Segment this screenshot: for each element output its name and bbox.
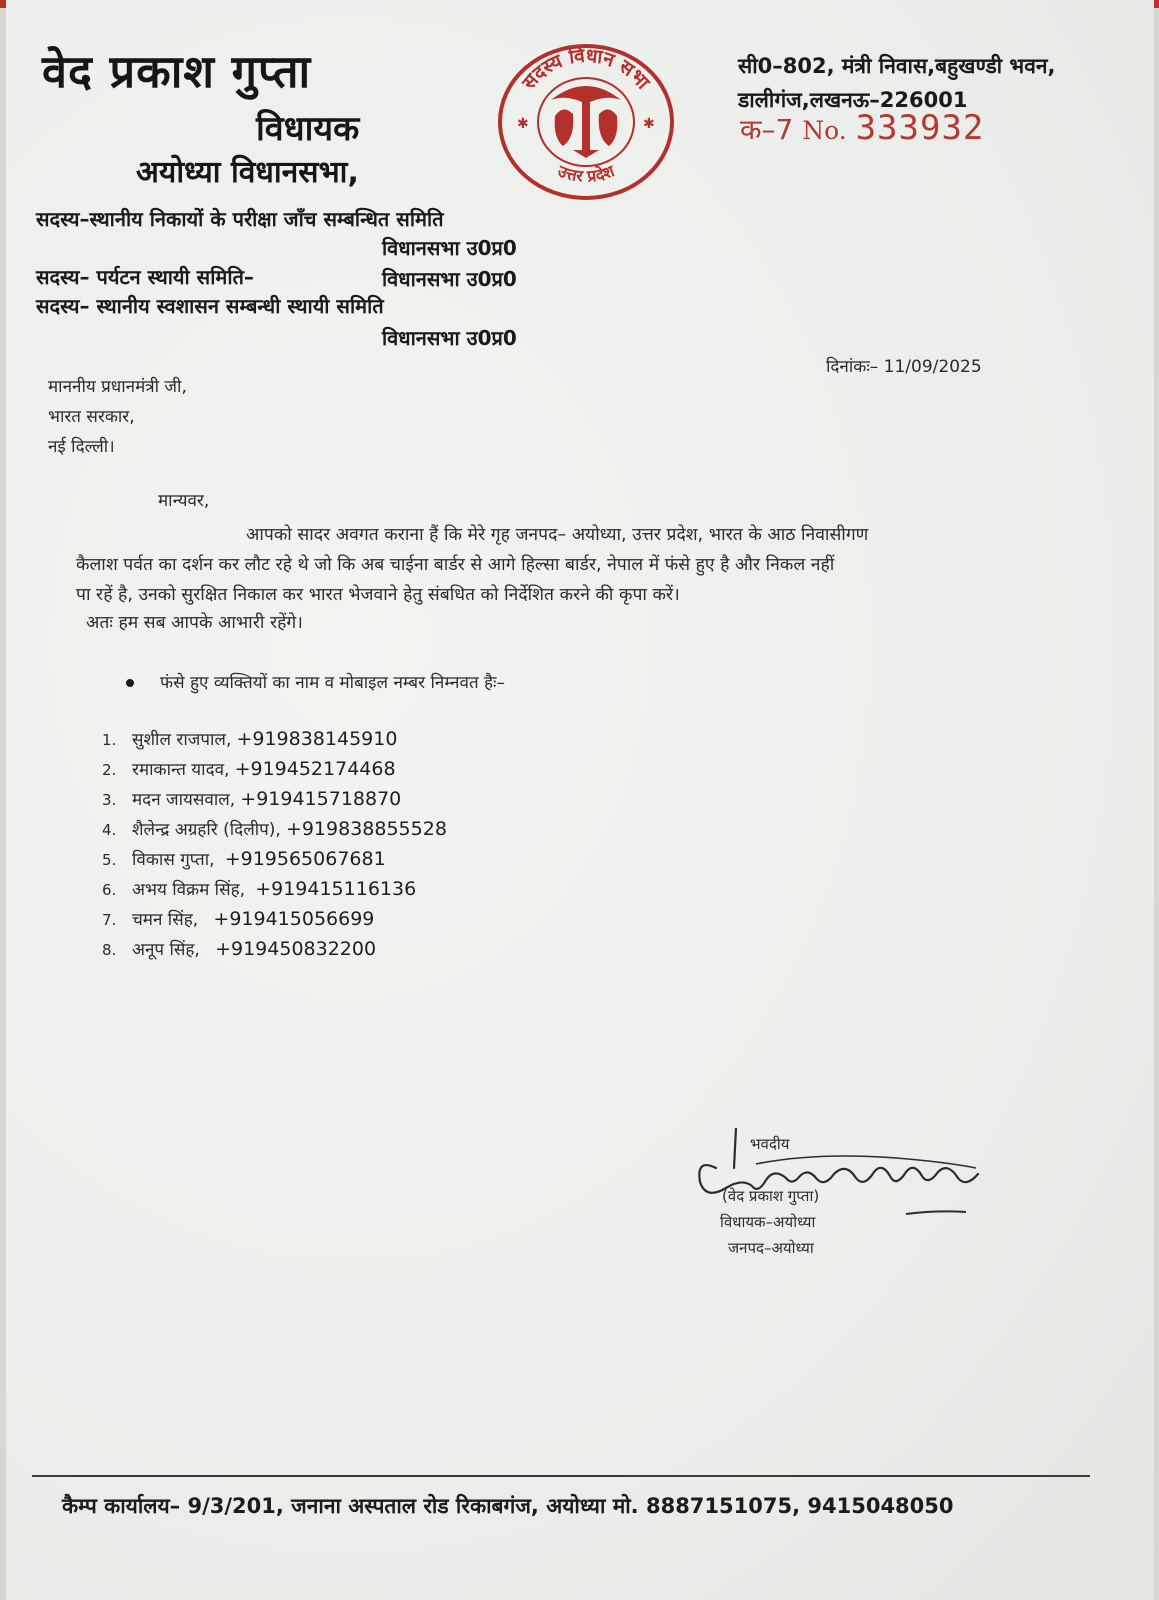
footer-divider: [32, 1475, 1090, 1477]
sender-name: वेद प्रकाश गुप्ता: [42, 45, 312, 98]
list-item: 5. विकास गुप्ता, +919565067681: [102, 848, 386, 870]
list-item: 3. मदन जायसवाल, +919415718870: [102, 788, 402, 810]
svg-text:उत्तर प्रदेश: [554, 161, 618, 186]
committee-suffix-3: विधानसभा उ0प्र0: [382, 326, 517, 350]
sender-designation: विधायक: [256, 109, 360, 149]
seal-top-text: सदस्य विधान सभा: [517, 44, 654, 94]
sender-constituency: अयोध्या विधानसभा,: [136, 155, 359, 190]
seal-bottom-text: उत्तर प्रदेश: [555, 161, 617, 186]
serial-no-label: No.: [802, 116, 847, 145]
recipient-line-2: भारत सरकार,: [48, 407, 135, 427]
committee-suffix-1: विधानसभा उ0प्र0: [382, 236, 517, 260]
letter-paper: [6, 0, 1154, 1600]
letter-date: दिनांकः– 11/09/2025: [826, 357, 982, 377]
signatory-name: (वेद प्रकाश गुप्ता): [722, 1187, 820, 1205]
list-item: 6. अभय विक्रम सिंह, +919415116136: [102, 878, 417, 900]
serial-number-block: [740, 108, 984, 148]
serial-number: 333932: [855, 108, 985, 148]
serial-prefix: क–7: [740, 113, 794, 146]
svg-text:✱: ✱: [643, 116, 655, 132]
body-line-3: पा रहें है, उनको सुरक्षित निकाल कर भारत भेजवाने हेतु संबधित को निर्देशित करने की कृपा करें।: [76, 585, 680, 605]
salutation: मान्यवर,: [158, 491, 210, 511]
list-heading: फंसे हुए व्यक्तियों का नाम व मोबाइल नम्बर निम्नवत हैः–: [126, 670, 505, 693]
bullet-icon: [126, 679, 134, 687]
committee-line-2: सदस्य– पर्यटन स्थायी समिति–: [36, 265, 254, 289]
list-item: 7. चमन सिंह, +919415056699: [102, 908, 375, 930]
signatory-title: विधायक–अयोध्या: [720, 1213, 816, 1231]
recipient-line-1: माननीय प्रधानमंत्री जी,: [48, 377, 187, 397]
footer-camp-office: कैम्प कार्यालय– 9/3/201, जनाना अस्पताल रोड रिकाबगंज, अयोध्या मो. 8887151075, 9415048050: [62, 1494, 954, 1518]
body-line-2: कैलाश पर्वत का दर्शन कर लौट रहे थे जो कि अब चाईना बार्डर से आगे हिल्सा बार्डर, नेपाल में फंसे हुए है और निकल नहीं: [76, 555, 835, 575]
recipient-line-3: नई दिल्ली।: [48, 437, 115, 457]
committee-suffix-2: विधानसभा उ0प्र0: [382, 267, 517, 291]
address-line-1: सी0–802, मंत्री निवास,बहुखण्डी भवन,: [738, 54, 1056, 78]
assembly-member-seal: [493, 42, 679, 202]
svg-text:✱: ✱: [517, 116, 529, 132]
signatory-district: जनपद–अयोध्या: [728, 1239, 814, 1257]
address-line-2: डालीगंज,लखनऊ–226001: [738, 88, 968, 112]
list-item: 1. सुशील राजपाल, +919838145910: [102, 728, 398, 750]
body-line-1: आपको सादर अवगत कराना हैं कि मेरे गृह जनपद– अयोध्या, उत्तर प्रदेश, भारत के आठ निवासीगण: [246, 525, 869, 545]
signature-closing: भवदीय: [750, 1135, 790, 1153]
committee-line-1: सदस्य–स्थानीय निकायों के परीक्षा जाँच सम्बन्धित समिति: [36, 207, 444, 231]
list-item: 8. अनूप सिंह, +919450832200: [102, 938, 377, 960]
committee-line-3: सदस्य– स्थानीय स्वशासन सम्बन्धी स्थायी समिति: [36, 294, 384, 318]
list-item: 4. शैलेन्द्र अग्रहरि (दिलीप), +919838855528: [102, 818, 447, 840]
list-item: 2. रमाकान्त यादव, +919452174468: [102, 758, 396, 780]
body-closing: अतः हम सब आपके आभारी रहेंगे।: [86, 613, 303, 633]
